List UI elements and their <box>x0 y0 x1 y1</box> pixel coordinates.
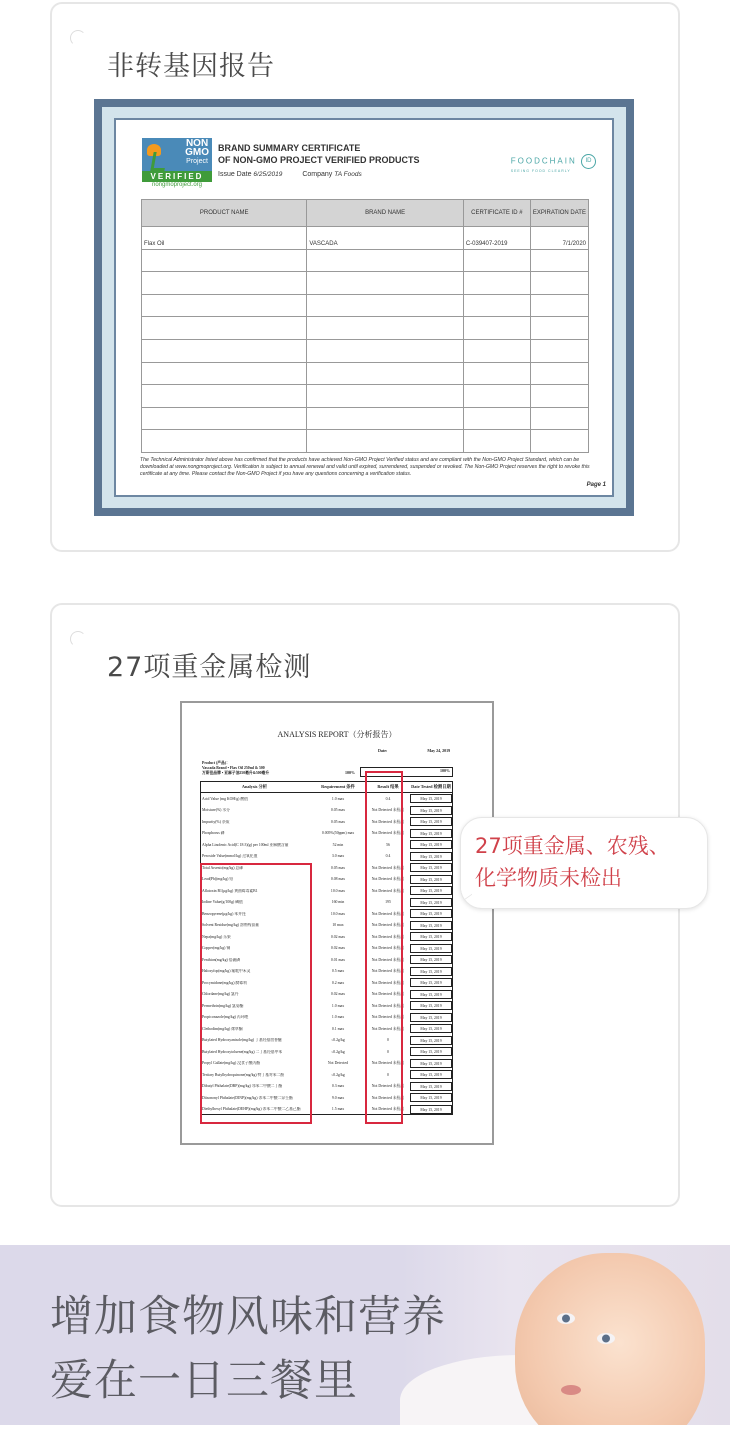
report-cell: Not Detected 未检出 <box>371 911 405 916</box>
report-cell: May 15, 2019 <box>410 898 452 907</box>
report-cell: Diethylhexyl Phthalate(DEHP)(mg/kg) 邻苯二甲酸二乙基己酯 <box>202 1106 301 1111</box>
certificate-cell <box>307 362 463 385</box>
certificate-cell <box>142 430 307 453</box>
report-cell: ≤0.2g/kg <box>331 1049 345 1054</box>
certificate-cell <box>530 339 588 362</box>
report-cell: Not Detected 未检出 <box>371 923 405 928</box>
certificate-cell <box>463 362 530 385</box>
report-cell: 0.4 <box>385 796 391 801</box>
report-product: Product (产品)： Vascada Brand • Flax Oil 250ml & 500 万斯佳品牌 • 亚麻子油250毫升&500毫升 <box>202 761 270 775</box>
certificate-table: PRODUCT NAME BRAND NAME CERTIFICATE ID # EXPIRATION DATE Flax Oil VASCADA C-039407-2019 7/1/2020 <box>141 199 589 453</box>
report-cell: Not Detected 未检出 <box>371 1084 405 1089</box>
certificate-cell <box>463 385 530 408</box>
report-cell: Procymidone(mg/kg) 腐霉利 <box>202 980 247 985</box>
certificate-cell <box>463 430 530 453</box>
report-cell: 0 <box>387 1038 389 1043</box>
report-cell: May 15, 2019 <box>410 886 452 895</box>
analysis-report-image <box>180 701 494 1145</box>
bullet-circle-icon <box>70 631 86 647</box>
report-cell: Not Detected 未检出 <box>371 831 405 836</box>
non-gmo-report-card <box>50 2 680 552</box>
report-cell: Butylated Hydroxyanisole(mg/kg) 丁基羟基茴香醚 <box>202 1038 282 1043</box>
report-cell: Total Arsenic(mg/kg) 总砷 <box>202 865 244 870</box>
report-table-header: Analysis 分析 Requirement 条件 Result 结果 Date Tested 检测日期 <box>200 781 453 793</box>
report-cell: May 15, 2019 <box>410 1036 452 1045</box>
report-cell: May 15, 2019 <box>410 1082 452 1091</box>
report-row <box>200 851 453 863</box>
report-cell: Not Detected 未检出 <box>371 877 405 882</box>
certificate-cell <box>307 249 463 272</box>
report-row <box>200 828 453 840</box>
report-cell: 0.3 max <box>331 1084 345 1089</box>
certificate-cell <box>530 272 588 295</box>
report-cell: Not Detected 未检出 <box>371 1061 405 1066</box>
report-cell: 160 min <box>331 900 345 905</box>
report-cell: Permethrin(mg/kg) 氯菊酯 <box>202 1003 244 1008</box>
report-cell: Lead(Pb)(mg/kg) 铅 <box>202 877 234 882</box>
report-cell: 0.02 max <box>330 992 346 997</box>
certificate-cell <box>142 294 307 317</box>
certificate-cell <box>463 272 530 295</box>
certificate-cell <box>307 294 463 317</box>
report-cell: Aflatoxin B1(μg/kg) 黄曲霉毒素B1 <box>202 888 258 893</box>
report-cell: May 15, 2019 <box>410 978 452 987</box>
report-cell: Not Detected 未检出 <box>371 992 405 997</box>
report-cell: Not Detected 未检出 <box>371 1026 405 1031</box>
report-cell: May 15, 2019 <box>410 990 452 999</box>
report-cell: May 15, 2019 <box>410 955 452 964</box>
report-cell: Butylated Hydroxytoluene(mg/kg) 二丁基羟基甲苯 <box>202 1049 283 1054</box>
report-cell: May 15, 2019 <box>410 1105 452 1114</box>
certificate-cell: Flax Oil <box>142 227 307 250</box>
report-cell: Copper(mg/kg) 铜 <box>202 946 231 951</box>
report-cell: May 15, 2019 <box>410 1093 452 1102</box>
certificate-title: BRAND SUMMARY CERTIFICATE OF NON-GMO PROJECT VERIFIED PRODUCTS <box>218 143 420 165</box>
report-cell: May 15, 2019 <box>410 863 452 872</box>
report-cell: May 15, 2019 <box>410 1024 452 1033</box>
report-cell: Chlordane(mg/kg) 氯丹 <box>202 992 239 997</box>
report-cell: Propyl Gallate(mg/kg) 没食子酸丙酯 <box>202 1061 261 1066</box>
certificate-row <box>142 385 589 408</box>
report-cell: May 15, 2019 <box>410 840 452 849</box>
report-cell: May 15, 2019 <box>410 817 452 826</box>
certificate-cell <box>142 339 307 362</box>
report-cell: Phosphorus 磷 <box>202 831 225 836</box>
report-cell: ≤0.2g/kg <box>331 1072 345 1077</box>
report-cell: May 15, 2019 <box>410 852 452 861</box>
report-cell: Nepa(mg/kg) 乐果 <box>202 934 231 939</box>
certificate-cell <box>530 407 588 430</box>
report-cell: 0.1 max <box>331 1026 345 1031</box>
section-title: 27项重金属检测 <box>107 652 312 683</box>
report-cell: May 15, 2019 <box>410 1070 452 1079</box>
report-cell: Not Detected 未检出 <box>371 808 405 813</box>
report-cell: 9.0 max <box>331 1095 345 1100</box>
report-cell: 0.4 <box>385 854 391 859</box>
certificate-cell <box>530 249 588 272</box>
certificate-cell <box>307 272 463 295</box>
section-title: 非转基因报告 <box>107 51 275 82</box>
report-box-label: 100% <box>345 770 355 775</box>
banner-headline: 增加食物风味和营养 <box>50 1292 446 1342</box>
report-cell: 0 <box>387 1049 389 1054</box>
certificate-footer-text: The Technical Administrator listed above has confirmed that the products have achieved Non-GMO Project Verified status and are compliant with the Non-GMO Project Standard, which can be downloaded at www.nongmoproject.org. Verification is subject to annual renewal and valid until expired, surrendered, suspended or revoked. The Non-GMO Project reserves the right to revoke this certificate at any time. Please contact the Non-GMO Project if you have any questions concerning a verification status. <box>140 457 590 477</box>
report-cell: 56 <box>386 842 390 847</box>
report-cell: Clethodim(mg/kg) 烯草酮 <box>202 1026 243 1031</box>
report-cell: 1.5 max <box>331 1106 345 1111</box>
report-cell: Not Detected 未检出 <box>371 946 405 951</box>
report-cell: 10.0 max <box>330 888 346 893</box>
certificate-cell: 7/1/2020 <box>530 227 588 250</box>
certificate-cell <box>530 362 588 385</box>
report-row <box>200 805 453 817</box>
certificate-cell: C-039407-2019 <box>463 227 530 250</box>
report-row <box>200 839 453 851</box>
report-cell: 0.05 max <box>330 819 346 824</box>
certificate-cell <box>530 385 588 408</box>
certificate-cell <box>463 339 530 362</box>
report-cell: Not Detected 未检出 <box>371 980 405 985</box>
report-cell: 0.02 max <box>330 946 346 951</box>
report-cell: 0.01 max <box>330 957 346 962</box>
certificate-cell <box>142 362 307 385</box>
certificate-row <box>142 430 589 453</box>
report-cell: May 15, 2019 <box>410 921 452 930</box>
report-cell: 1.0 max <box>331 1003 345 1008</box>
certificate-row <box>142 362 589 385</box>
certificate-cell <box>307 430 463 453</box>
report-cell: Not Detected 未检出 <box>371 1015 405 1020</box>
report-cell: Peroxide Value(mmol/kg) 过氧化值 <box>202 854 258 859</box>
certificate-cell <box>307 339 463 362</box>
certificate-row <box>142 227 589 250</box>
foodchain-id-logo: FOODCHAIN ID SEEING FOOD CLEARLY <box>511 154 596 173</box>
report-row <box>200 816 453 828</box>
report-cell: May 15, 2019 <box>410 1059 452 1068</box>
report-cell: May 15, 2019 <box>410 794 452 803</box>
callout-bubble: 27项重金属、农残、 化学物质未检出 <box>460 817 708 909</box>
report-cell: 0.05 max <box>330 865 346 870</box>
report-cell: 52 min <box>332 842 344 847</box>
certificate-cell <box>142 385 307 408</box>
certificate-cell <box>463 317 530 340</box>
report-cell: ≤0.2g/kg <box>331 1038 345 1043</box>
report-cell: Not Detected 未检出 <box>371 819 405 824</box>
certificate-row <box>142 317 589 340</box>
report-cell: May 15, 2019 <box>410 1013 452 1022</box>
report-cell: 3.0 max <box>331 854 345 859</box>
certificate-row <box>142 407 589 430</box>
report-cell: 0.05 max <box>330 808 346 813</box>
certificate-image <box>94 99 634 516</box>
report-cell: Acid Value (mg KOH/g) 酸值 <box>202 796 248 801</box>
report-cell: May 15, 2019 <box>410 944 452 953</box>
certificate-cell <box>307 317 463 340</box>
report-cell: May 15, 2019 <box>410 875 452 884</box>
report-cell: Not Detected 未检出 <box>371 888 405 893</box>
report-cell: Propiconazole(mg/kg) 丙环唑 <box>202 1015 249 1020</box>
certificate-cell <box>463 407 530 430</box>
heavy-metal-test-card <box>50 603 680 1207</box>
certificate-cell <box>142 317 307 340</box>
report-cell: May 15, 2019 <box>410 829 452 838</box>
certificate-cell <box>142 272 307 295</box>
bullet-circle-icon <box>70 30 86 46</box>
report-cell: 0 <box>387 1072 389 1077</box>
report-cell: 195 <box>385 900 391 905</box>
report-row <box>200 793 453 805</box>
report-cell: Not Detected 未检出 <box>371 934 405 939</box>
certificate-cell <box>463 249 530 272</box>
report-cell: 1.0 max <box>331 796 345 801</box>
certificate-cell <box>307 385 463 408</box>
highlight-box-result <box>365 771 403 1124</box>
non-gmo-verified-logo: NON GMO Project VERIFIED nongmoproject.org <box>142 138 212 190</box>
certificate-row <box>142 272 589 295</box>
report-cell: Not Detected 未检出 <box>371 1003 405 1008</box>
certificate-cell <box>530 430 588 453</box>
report-cell: May 15, 2019 <box>410 1047 452 1056</box>
report-cell: Haloxyfop(mg/kg) 氟吡甲禾灵 <box>202 969 251 974</box>
report-cell: Fenthion(mg/kg) 倍硫磷 <box>202 957 241 962</box>
page-number: Page 1 <box>586 482 606 488</box>
certificate-meta: Issue Date 6/25/2019 Company TA Foods <box>218 171 362 178</box>
report-cell: May 15, 2019 <box>410 909 452 918</box>
report-cell: 0.08 max <box>330 877 346 882</box>
report-cell: Moisture(%) 水分 <box>202 808 230 813</box>
certificate-cell <box>142 407 307 430</box>
report-cell: Not Detected 未检出 <box>371 1095 405 1100</box>
report-cell: Solvent Residue(mg/kg) 溶剂残留量 <box>202 923 259 928</box>
report-cell: Dibutyl Phthalate(DBP)(mg/kg) 邻苯二甲酸二丁酯 <box>202 1084 283 1089</box>
report-cell: Benzopyrene(μg/kg) 苯并芘 <box>202 911 246 916</box>
highlight-box-analysis <box>200 863 312 1124</box>
certificate-cell <box>142 249 307 272</box>
certificate-cell: VASCADA <box>307 227 463 250</box>
report-cell: May 15, 2019 <box>410 1001 452 1010</box>
report-cell: May 15, 2019 <box>410 806 452 815</box>
report-cell: May 15, 2019 <box>410 967 452 976</box>
report-cell: 0.2 max <box>331 980 345 985</box>
report-cell: Not Detected 未检出 <box>371 865 405 870</box>
report-cell: 0.005%(50ppm) max <box>321 831 355 836</box>
report-cell: Diisononyl Phthalate(DINP)(mg/kg) 邻苯二甲酸二异壬酯 <box>202 1095 293 1100</box>
banner-subheadline: 爱在一日三餐里 <box>50 1356 358 1406</box>
certificate-row <box>142 294 589 317</box>
report-cell: Not Detected 未检出 <box>371 1106 405 1111</box>
report-cell: 0.5 max <box>331 969 345 974</box>
promo-banner <box>0 1245 730 1425</box>
report-cell: Impurity(%) 杂质 <box>202 819 230 824</box>
certificate-cell <box>530 294 588 317</box>
report-title: ANALYSIS REPORT（分析报告） <box>277 730 397 739</box>
report-cell: Iodine Value(g/100g) 碘值 <box>202 900 243 905</box>
report-cell: Alpha Linolenic Acid(C 18:3)(g) per 100ml 亚麻酸含量 <box>202 842 289 847</box>
baby-photo <box>515 1253 705 1425</box>
certificate-row <box>142 249 589 272</box>
report-cell: Not Detected 未检出 <box>371 969 405 974</box>
report-date: Date: May 24, 2019 <box>378 748 451 753</box>
report-cell: 0.02 max <box>330 934 346 939</box>
report-cell: 10.0 max <box>330 911 346 916</box>
report-cell: Not Detected 未检出 <box>371 957 405 962</box>
report-cell: May 15, 2019 <box>410 932 452 941</box>
certificate-cell <box>530 317 588 340</box>
report-box-value: 100% <box>360 767 453 777</box>
certificate-row <box>142 339 589 362</box>
certificate-cell <box>463 294 530 317</box>
report-cell: 10 max <box>332 923 344 928</box>
report-cell: Not Detected <box>327 1061 349 1066</box>
certificate-cell <box>307 407 463 430</box>
report-cell: 1.0 max <box>331 1015 345 1020</box>
report-cell: Tertiary Butylhydroquinone(mg/kg) 特丁基对苯二酚 <box>202 1072 285 1077</box>
